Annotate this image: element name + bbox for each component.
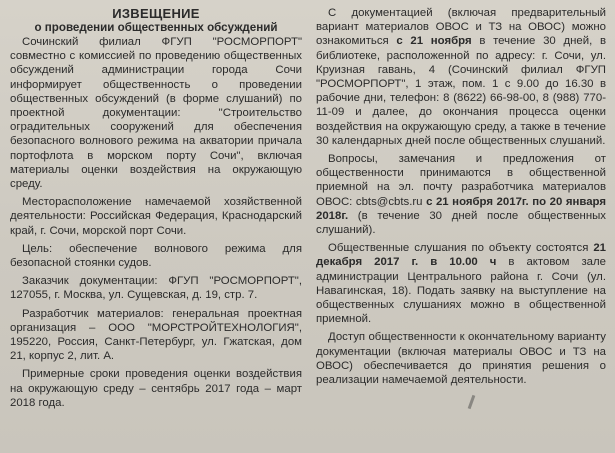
paragraph-developer: Разработчик материалов: генеральная проектная организация – ООО "МОРСТРОЙТЕХНОЛОГИЯ", 195220, Россия, Санкт-Петербург, ул. Гжатская, дом 21, корпус 2, лит. А.	[10, 307, 302, 363]
paragraph-intro: Сочинский филиал ФГУП "РОСМОРПОРТ" совместно с комиссией по проведению общественных обсуждений администрации города Сочи информирует общественность о проведении общественных обсуждений (в форме слушаний) по проектной документации: "Строительство оградительных сооружений для обеспечения безопасного волнового режима на акватории причала портофлота в морском порту Сочи", включая материалы оценки воздействия на окружающую среду.	[10, 36, 302, 191]
questions-text-b: (в течение 30 дней после общественных слушаний).	[316, 209, 606, 237]
notice-title: ИЗВЕЩЕНИЕ	[112, 6, 200, 21]
questions-text-a: Вопросы, замечания и предложения от общественности принимаются в общественной приемной на эл. почту разработчика материалов ОВОС: cbts@cbts.ru	[316, 153, 606, 208]
paragraph-goal: Цель: обеспечение волнового режима для безопасной стоянки судов.	[10, 242, 302, 270]
paragraph-questions	[316, 152, 606, 237]
paragraph-documentation	[316, 6, 606, 148]
doc-text-b: в течение 30 дней, в библиотеке, расположенной по адресу: г. Сочи, ул. Круизная гавань, 4 (Сочинский филиал ФГУП "РОСМОРПОРТ", 1 этаж, пом. 1 с 9.00 до 16.30 в рабочие дни, телефон: 8 (8622) 66-98-00, 8 (988) 770-11-09 и далее, до окончания процесса оценки воздействия на окружающую среду, а также в течение 30 календарных дней после общественных слушаний.	[316, 35, 606, 147]
doc-text-a: С документацией (включая предварительный вариант материалов ОВОС и ТЗ на ОВОС) можно ознакомиться	[316, 7, 606, 48]
hearings-datetime: 21 декабря 2017 г. в 10.00 ч	[316, 242, 606, 269]
doc-date: с 21 ноября	[396, 35, 472, 48]
notice-subtitle: о проведении общественных обсуждений	[34, 21, 278, 34]
paragraph-hearings	[316, 241, 606, 326]
hearings-text-a: Общественные слушания по объекту состоятся	[328, 242, 594, 255]
paragraph-access: Доступ общественности к окончательному варианту документации (включая материалы ОВОС и ТЗ на ОВОС) обеспечивается до принятия решения о реализации намечаемой деятельности.	[316, 331, 606, 387]
left-column	[10, 6, 302, 453]
right-column	[316, 6, 606, 453]
paragraph-location: Месторасположение намечаемой хозяйственной деятельности: Российская Федерация, Краснодарский край, г. Сочи, морской порт Сочи.	[10, 196, 302, 237]
questions-dates: с 21 ноября 2017г. по 20 января 2018г.	[316, 195, 606, 222]
paragraph-timeline: Примерные сроки проведения оценки воздействия на окружающую среду – сентябрь 2017 года – март 2018 года.	[10, 368, 302, 409]
paragraph-customer: Заказчик документации: ФГУП "РОСМОРПОРТ", 127055, г. Москва, ул. Сущевская, д. 19, стр. 7.	[10, 275, 302, 302]
hearings-text-b: в актовом зале администрации Центрального района г. Сочи (ул. Навагинская, 18). Подать заявку на выступление на общественных слушаниях можно в общественной приемной.	[316, 256, 606, 326]
